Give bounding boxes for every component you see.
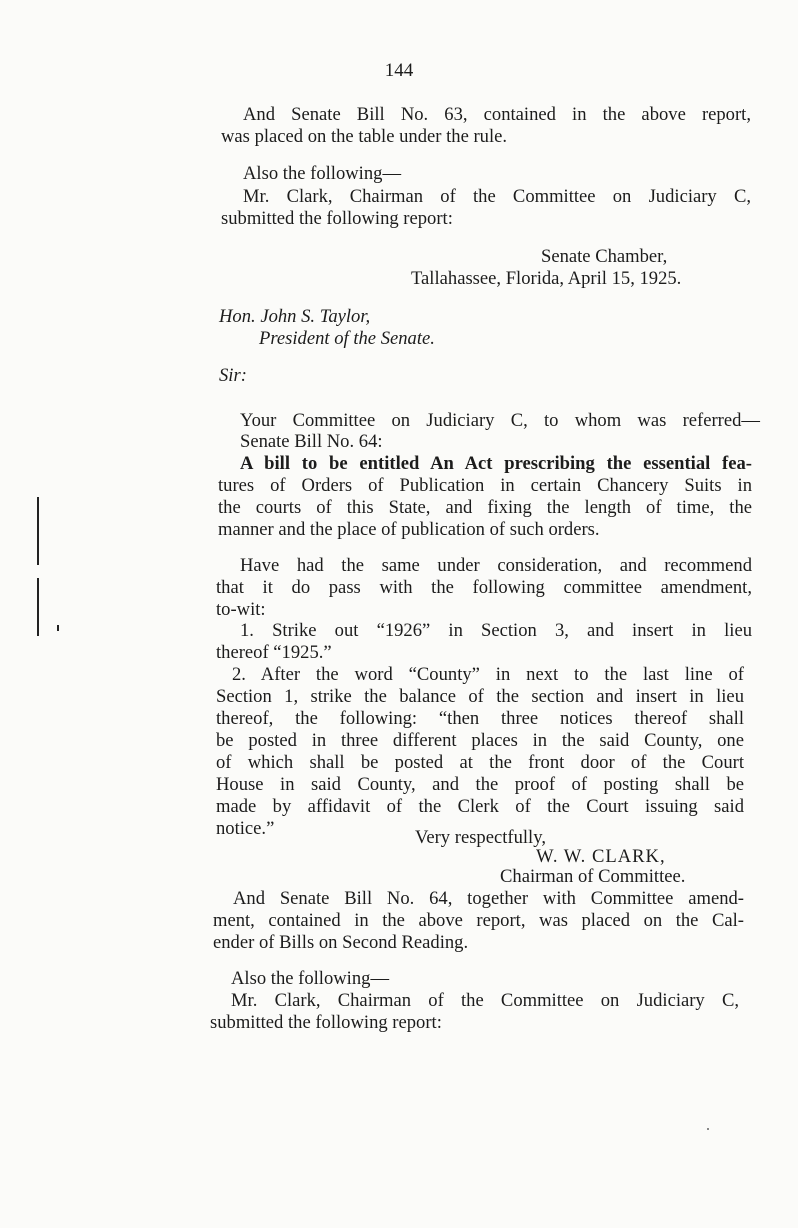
signature: W. W. CLARK,: [536, 846, 666, 867]
bill-title-line-3: the courts of this State, and fixing the length of time, the: [218, 497, 752, 518]
margin-mark: [37, 497, 39, 565]
para5-line-2: ment, contained in the above report, was placed on the Cal-: [213, 910, 744, 931]
amend2-line-1: 2. After the word “County” in next to the last line of: [232, 664, 744, 685]
addressee-name: Hon. John S. Taylor,: [219, 306, 371, 327]
margin-mark: [37, 578, 39, 636]
margin-mark: [57, 625, 59, 631]
bill-title-line-4: manner and the place of publication of such orders.: [218, 519, 600, 540]
amend2-line-4: be posted in three different places in the said County, one: [216, 730, 744, 751]
heading-place: Senate Chamber,: [541, 246, 668, 267]
salutation: Sir:: [219, 365, 247, 386]
amend2-line-6: House in said County, and the proof of posting shall be: [216, 774, 744, 795]
para6-line-2: Mr. Clark, Chairman of the Committee on Judiciary C,: [231, 990, 739, 1011]
amend2-line-2: Section 1, strike the balance of the section and insert in lieu: [216, 686, 744, 707]
para2-line-3: submitted the following report:: [221, 208, 453, 229]
para2-line-2: Mr. Clark, Chairman of the Committee on Judiciary C,: [243, 186, 751, 207]
para3-line-2: Senate Bill No. 64:: [240, 431, 383, 452]
amend2-line-8: notice.”: [216, 818, 275, 839]
amend2-line-3: thereof, the following: “then three notices thereof shall: [216, 708, 744, 729]
para2-line-1: Also the following—: [243, 163, 402, 184]
para4-line-1: Have had the same under consideration, and recommend: [240, 555, 752, 576]
heading-date: Tallahassee, Florida, April 15, 1925.: [411, 268, 682, 289]
amend2-line-7: made by affidavit of the Clerk of the Court issuing said: [216, 796, 744, 817]
para1-line-1: And Senate Bill No. 63, contained in the above report,: [243, 104, 751, 125]
para6-line-3: submitted the following report:: [210, 1012, 442, 1033]
amend2-line-5: of which shall be posted at the front door of the Court: [216, 752, 744, 773]
para1-line-2: was placed on the table under the rule.: [221, 126, 508, 147]
bill-title-line-1: A bill to be entitled An Act prescribing the essential fea-: [240, 453, 752, 474]
signature-title: Chairman of Committee.: [500, 866, 686, 887]
margin-mark: [707, 1128, 709, 1130]
closing: Very respectfully,: [415, 827, 546, 848]
para6-line-1: Also the following—: [231, 968, 390, 989]
para4-line-3: to-wit:: [216, 599, 266, 620]
para5-line-1: And Senate Bill No. 64, together with Committee amend-: [233, 888, 744, 909]
para4-line-2: that it do pass with the following committee amendment,: [216, 577, 752, 598]
amend1-line-2: thereof “1925.”: [216, 642, 332, 663]
bill-title-line-2: tures of Orders of Publication in certain Chancery Suits in: [218, 475, 752, 496]
page-number: 144: [384, 60, 414, 81]
para5-line-3: ender of Bills on Second Reading.: [213, 932, 469, 953]
amend1-line-1: 1. Strike out “1926” in Section 3, and insert in lieu: [240, 620, 752, 641]
addressee-title: President of the Senate.: [259, 328, 435, 349]
para3-line-1: Your Committee on Judiciary C, to whom was referred—: [240, 410, 760, 431]
